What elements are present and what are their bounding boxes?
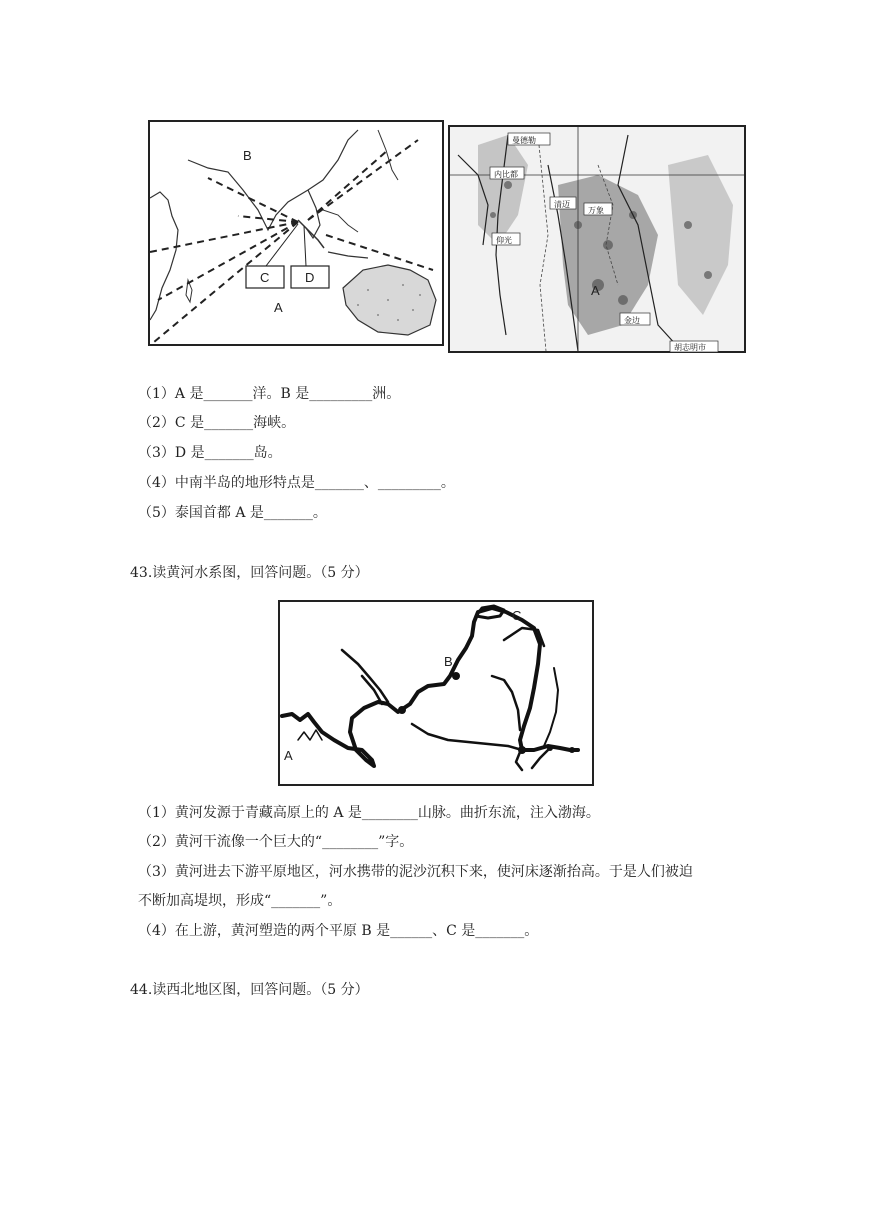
q42-question-1: （1）A 是_______洋。B 是_________洲。	[138, 386, 401, 402]
map2-label-a: A	[591, 283, 600, 298]
map1-label-c: C	[260, 270, 270, 285]
place-chiangmai: 清迈	[554, 200, 570, 209]
q42-question-4: （4）中南半岛的地形特点是_______、_________。	[138, 475, 455, 491]
river-label-c: C	[512, 608, 522, 623]
map1-label-b: B	[243, 148, 252, 163]
q43-question-1: （1）黄河发源于青藏高原上的 A 是________山脉。曲折东流，注入渤海。	[138, 805, 600, 821]
place-yangon: 仰光	[496, 236, 512, 245]
q43-title: 43.读黄河水系图，回答问题。（5 分）	[130, 565, 369, 581]
map1-label-d: D	[305, 270, 315, 285]
q43-question-3-cont: 不断加高堤坝，形成“_______”。	[138, 893, 342, 909]
place-phnompenh: 金边	[624, 316, 640, 325]
place-hcmc: 胡志明市	[674, 343, 706, 352]
indochina-map	[448, 125, 746, 353]
place-naypyidaw: 内比都	[494, 170, 518, 179]
river-label-a: A	[284, 748, 293, 763]
indian-ocean-map	[148, 120, 444, 346]
q42-question-2: （2）C 是_______海峡。	[138, 415, 296, 431]
q43-question-2: （2）黄河干流像一个巨大的“________”字。	[138, 834, 414, 850]
yellow-river-map	[278, 600, 594, 786]
map1-label-a: A	[274, 300, 283, 315]
place-vientiane: 万象	[588, 206, 604, 215]
q42-question-3: （3）D 是_______岛。	[138, 445, 282, 461]
q43-question-3: （3）黄河进去下游平原地区，河水携带的泥沙沉积下来，使河床逐渐抬高。于是人们被迫	[138, 864, 693, 880]
river-label-b: B	[444, 654, 453, 669]
q44-title: 44.读西北地区图，回答问题。（5 分）	[130, 982, 369, 998]
q43-question-4: （4）在上游，黄河塑造的两个平原 B 是______、C 是_______。	[138, 923, 539, 939]
place-mandalay: 曼德勒	[512, 136, 536, 145]
q42-question-5: （5）泰国首都 A 是_______。	[138, 505, 327, 521]
